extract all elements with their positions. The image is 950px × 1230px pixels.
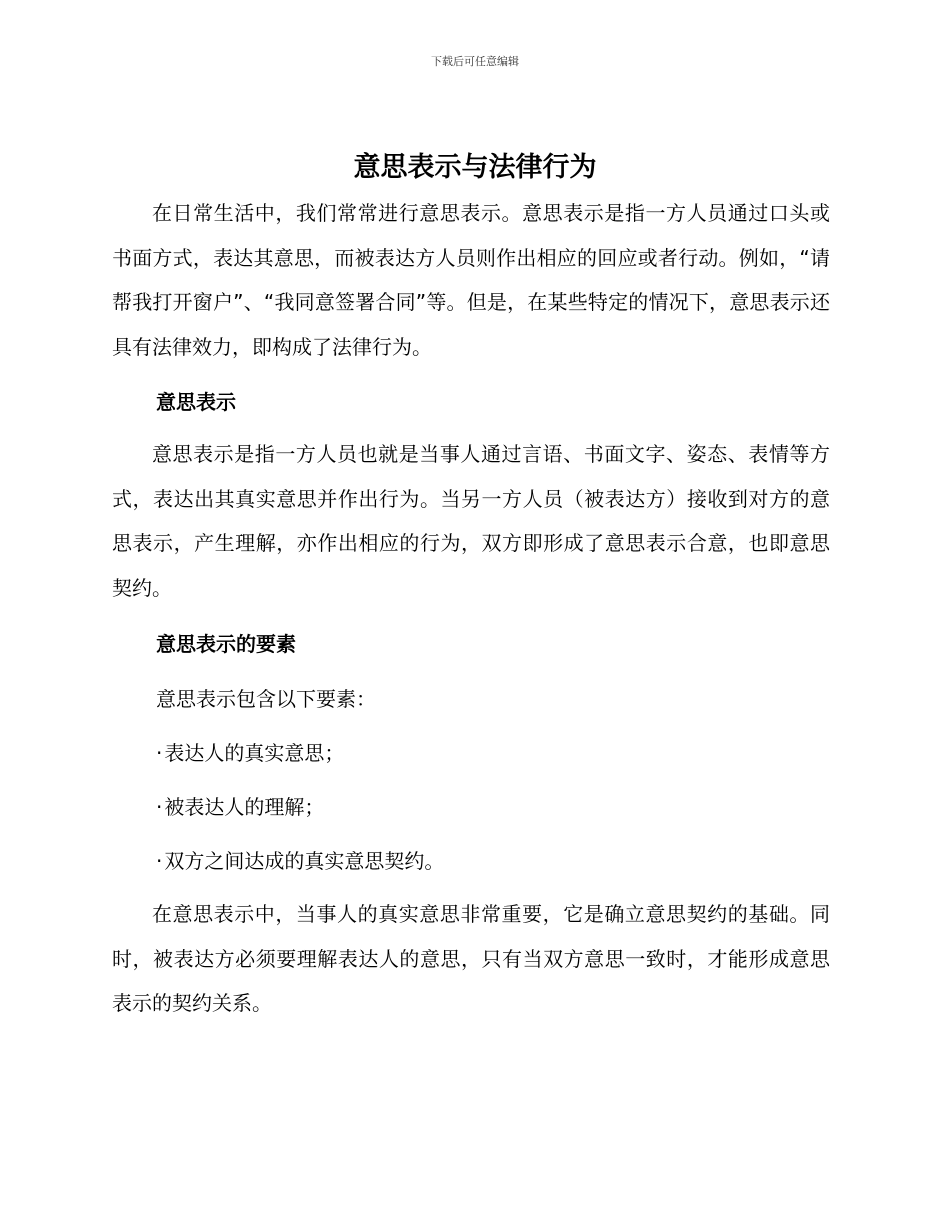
section-heading-yaosu: 意思表示的要素	[156, 632, 296, 656]
intro-paragraph: 在日常生活中，我们常常进行意思表示。意思表示是指一方人员通过口头或书面方式，表达其意思，而被表达方人员则作出相应的回应或者行动。例如，“请帮我打开窗户”、“我同意签署合同”等。但是，在某些特定的情况下，意思表示还具有法律效力，即构成了法律行为。	[112, 201, 830, 359]
list-item	[156, 793, 324, 821]
document-title: 意思表示与法律行为	[353, 152, 597, 183]
list-item	[156, 739, 344, 767]
list-item-text: 双方之间达成的真实意思契约。	[164, 849, 445, 873]
list-item-text: 被表达人的理解；	[164, 795, 325, 819]
list-item-text: 表达人的真实意思；	[164, 741, 345, 765]
bullet-dot-icon: ·	[156, 849, 163, 873]
bullet-dot-icon: ·	[156, 741, 163, 765]
list-item	[156, 847, 444, 875]
header-note: 下载后可任意编辑	[431, 55, 519, 68]
bullet-dot-icon: ·	[156, 795, 163, 819]
section-heading-yisi-biaoshi: 意思表示	[156, 390, 236, 414]
closing-paragraph-block	[112, 892, 830, 1026]
intro-paragraph-block	[112, 191, 830, 369]
closing-paragraph: 在意思表示中，当事人的真实意思非常重要，它是确立意思契约的基础。同时，被表达方必须要理解表达人的意思，只有当双方意思一致时，才能形成意思表示的契约关系。	[112, 902, 830, 1015]
section1-paragraph: 意思表示是指一方人员也就是当事人通过言语、书面文字、姿态、表情等方式，表达出其真实意思并作出行为。当另一方人员（被表达方）接收到对方的意思表示，产生理解，亦作出相应的行为，双方即形成了意思表示合意，也即意思契约。	[112, 442, 830, 600]
section1-paragraph-block	[112, 432, 830, 610]
elements-lead-text: 意思表示包含以下要素：	[156, 687, 376, 711]
